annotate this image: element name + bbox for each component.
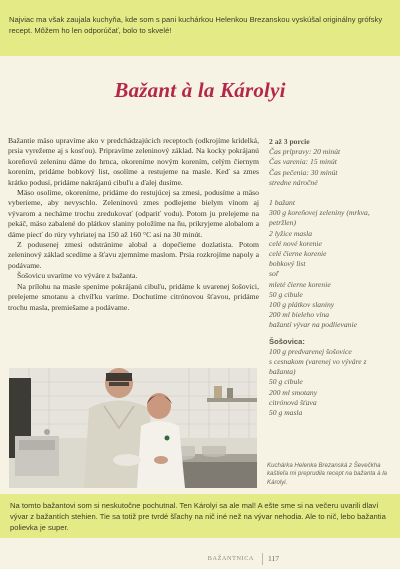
instruction-paragraph: Mäso osolíme, okoreníme, pridáme do restujúcej sa zmesi, podusíme a mäso vyberieme, aby nevyschlo. Zeleninovú zmes podlejeme bielym vínom aj vývarom a necháme trochu zredukovať (odpariť vodu). Potom ju prelejeme na pekáč, mäso zabalené do plátkov slaniny položíme na ňu, prikryjeme alobalom a dáme piecť do rúry vyhriatej na 150 až 160 °C asi na 30 minút. [8, 188, 259, 239]
instruction-paragraph: Z podusenej zmesi odstránime alobal a dopečieme dozlatista. Potom zeleninový základ scedíme a šťavu zjemníme maslom. Prsia rozkrojíme napoly a podávame. [8, 240, 259, 270]
ingredient: s cesnakom (varenej vo výváre z bažanta) [269, 357, 367, 377]
ingredient: celé čierne korenie [269, 249, 327, 259]
instruction-paragraph: Šošovicu uvaríme vo výváre z bažanta. [17, 271, 138, 281]
ingredient: soľ [269, 269, 279, 279]
ingredient: 50 g masla [269, 408, 303, 418]
ingredient: mleté čierne korenie [269, 279, 331, 289]
recipe-title: Bažant à la Károlyi [114, 78, 286, 102]
page-footer [0, 553, 400, 567]
intro-text: Najviac ma však zaujala kuchyňa, kde som s pani kuchárkou Helenkou Brezanskou vyskúšal originálny grófsky recept. Môžem ho len odporúčať, bolo to skvelé! [9, 15, 383, 36]
photo-caption: Kuchárka Helenka Brezanská z Ševečkha kaštieľa mi preprudila recept na bažanta à la Károlyi. [267, 462, 387, 486]
instruction-paragraph: Na prílohu na masle speníme pokrájanú cibuľu, pridáme k uvarenej šošovici, prelejeme smotanu a chvíľku varíme. Dochutíme citrónovou šťavou, pridáme trochu masla, premiešame a podávame. [8, 281, 259, 312]
ingredient: 100 g plátkov slaniny [269, 300, 335, 310]
ingredient: 300 g koreňovej zeleniny (mrkva, petržlen) [269, 208, 370, 228]
ingredient: 200 ml smotany [269, 387, 318, 397]
section-name: BAŽANTNICA [207, 555, 254, 562]
kitchen-photo [9, 368, 257, 488]
meta-line: Čas prípravy: 20 minút [269, 147, 341, 157]
ingredient: 1 bažant [269, 198, 295, 208]
meta-line: Čas pečenia: 30 minút [269, 167, 338, 177]
meta-line: Čas varenia: 15 minút [269, 157, 337, 167]
ingredient: bobkový list [269, 259, 306, 269]
recipe-instructions [8, 136, 259, 313]
recipe-sidebar [269, 137, 394, 418]
portions: 2 až 3 porcie [269, 137, 310, 146]
ingredient: 100 g predvarenej šošovice [269, 346, 352, 356]
ingredient: citrónová šťava [269, 397, 317, 407]
meta-line: stredne náročné [269, 177, 318, 187]
lentils-subtitle: Šošovica: [269, 336, 305, 346]
ingredient: celé nové korenie [269, 238, 322, 248]
instruction-paragraph: Bažantie mäso upravíme ako v predchádzajúcich receptoch (odkrojíme krídelká, prsia vyrežeme aj s kosťou). Pripravíme zeleninový základ. Na kocky pokrájanú koreňovú zeleninu dáme do hrnca, okoreníme novým korením, celým čiernym korením, pridáme bobkový list, osolíme a restujeme na masle. Keď sa zmes krátko podusí, pridáme nakrájanú cibuľu a ďalej dusíme. [8, 136, 259, 187]
footer-divider [262, 553, 263, 565]
ingredient: bažantí vývar na podlievanie [269, 320, 357, 330]
outro-box [0, 494, 400, 538]
ingredient: 200 ml bieleho vína [269, 310, 330, 320]
ingredient: 50 g cibule [269, 377, 303, 387]
intro-box [0, 0, 400, 56]
ingredient: 50 g cibule [269, 289, 303, 299]
ingredient: 2 lyžice masla [269, 228, 313, 238]
page-number: 117 [268, 554, 280, 563]
outro-text: Na tomto bažantovi som si neskutočne pochutnal. Ten Károlyi sa ale mal! A ešte sme si na večeru uvarili dlaví vývar z bažantích stehien. Tie sa totiž pre tvrdé šľachy na nič iné než na vývar nehodia. Ale to nič, lebo bažantia polievka je super. [10, 501, 386, 533]
